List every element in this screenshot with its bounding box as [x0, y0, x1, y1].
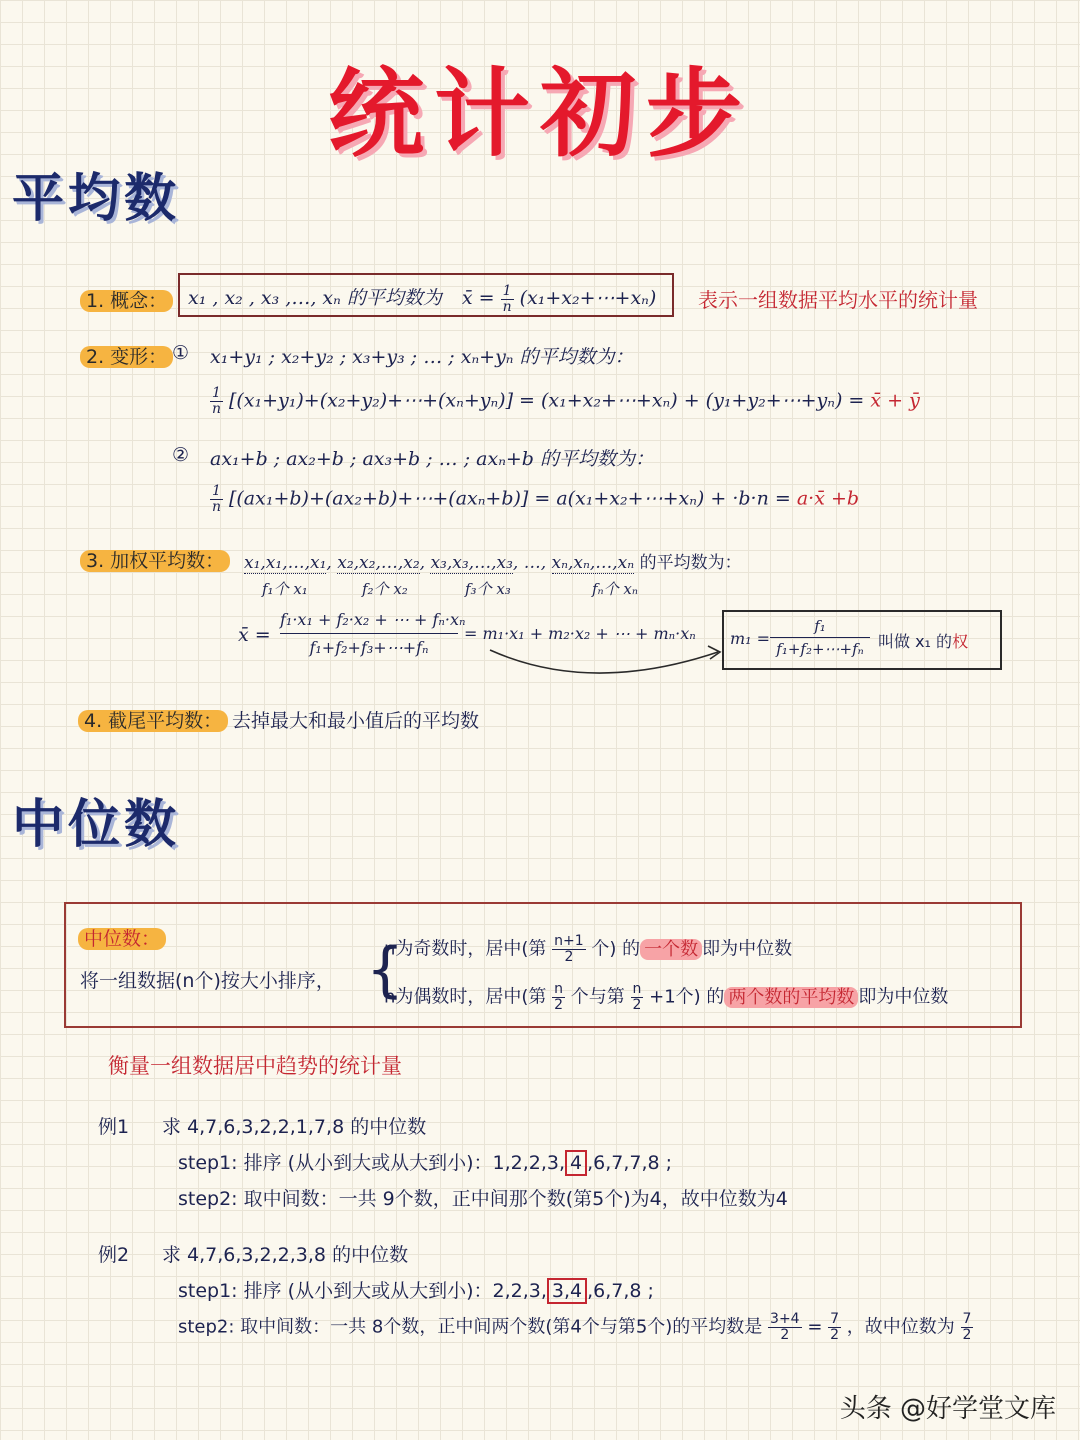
trimmed-label: 4. 截尾平均数： [78, 706, 228, 733]
weighted-fraction: f₁·x₁ + f₂·x₂ + ⋯ + fₙ·xₙ f₁+f₂+f₃+⋯+fₙ [280, 610, 466, 657]
median-label: 中位数： [78, 924, 166, 951]
concept-formula: x₁ , x₂ , x₃ ,…, xₙ 的平均数为 x̄ = $\frac{1}{n}$ (x₁+x₂+⋯+xₙ) [188, 282, 657, 315]
transform-label: 2. 变形： [80, 342, 173, 369]
example2-question: 求 4,7,6,3,2,2,3,8 的中位数 [162, 1244, 409, 1266]
weighted-count-2: f₂个 x₂ [362, 580, 408, 598]
transform-item2-marker: ② [172, 444, 190, 466]
median-definition-box [64, 902, 1022, 1028]
weight-definition-box: m₁ = f₁ f₁+f₂+⋯+fₙ 叫做 x₁ 的权 [722, 610, 1002, 670]
weighted-label: 3. 加权平均数： [80, 546, 230, 573]
weighted-count-n: fₙ个 xₙ [592, 580, 638, 598]
example2-label: 例2 [98, 1244, 130, 1266]
arrow-to-weight [480, 640, 730, 690]
weighted-count-1: f₁个 x₁ [262, 580, 308, 598]
weighted-eq2: = m₁·x₁ + m₂·x₂ + ⋯ + mₙ·xₙ [464, 624, 696, 643]
brace: { [366, 935, 405, 1005]
watermark: 头条 @好学堂文库 [839, 1394, 1056, 1424]
weighted-xbar: x̄ = [238, 624, 271, 646]
weighted-groups: x₁,x₁,…,x₁, x₂,x₂,…,x₂, x₃,x₃,…,x₃, …, xₙ,xₙ,…,xₙ 的平均数为： [244, 553, 742, 573]
example1-step1: step1: 排序 (从小到大或从大到小)：1,2,2,3, 4 ,6,7,7,8 ; [178, 1152, 673, 1174]
transform-item1-line1: x₁+y₁ ; x₂+y₂ ; x₃+y₃ ; … ; xₙ+yₙ 的平均数为： [210, 346, 634, 368]
transform-item2-line2: $\frac{1}{n}$ [(ax₁+b)+(ax₂+b)+⋯+(axₙ+b)] = a(x₁+x₂+⋯+xₙ) + ·b·n = a·x̄ +b [211, 483, 860, 515]
trimmed-text: 去掉最大和最小值后的平均数 [232, 710, 480, 732]
transform-item1-marker: ① [172, 342, 190, 364]
concept-formula-box [178, 273, 674, 317]
concept-label: 1. 概念： [80, 286, 173, 313]
example1-question: 求 4,7,6,3,2,2,1,7,8 的中位数 [162, 1116, 427, 1138]
median-odd-rule: n为奇数时，居中(第 $\frac{n+1}{2}$ 个) 的 一个数 即为中位数 [384, 933, 793, 965]
example1-step2: step2: 取中间数：一共 9个数，正中间那个数(第5个)为4，故中位数为4 [178, 1188, 788, 1210]
section-heading-mean: 平均数 [12, 168, 181, 229]
example2-step1: step1: 排序 (从小到大或从大到小)：2,2,3, 3,4 ,6,7,8 ; [178, 1280, 654, 1302]
median-even-rule: n为偶数时，居中(第 $\frac{n}{2}$ 个与第 $\frac{n}{2}$ +1个) 的 两个数的平均数 即为中位数 [384, 981, 949, 1013]
median-lead: 将一组数据(n个)按大小排序， [80, 970, 335, 992]
concept-note: 表示一组数据平均水平的统计量 [698, 288, 978, 312]
example1-label: 例1 [98, 1116, 130, 1138]
transform-item2-line1: ax₁+b ; ax₂+b ; ax₃+b ; … ; axₙ+b 的平均数为： [210, 448, 655, 470]
median-measure: 衡量一组数据居中趋势的统计量 [108, 1054, 402, 1078]
section-heading-median: 中位数 [12, 794, 181, 855]
example2-step2: step2: 取中间数：一共 8个数，正中间两个数(第4个与第5个)的平均数是 $\frac{3+4}{2}$ = $\frac{7}{2}$ ，故中位数为 $\frac{7}{2}$ [178, 1311, 972, 1343]
weighted-count-3: f₃个 x₃ [465, 580, 511, 598]
weight-fraction: f₁ f₁+f₂+⋯+fₙ [770, 617, 870, 658]
transform-item1-line2: $\frac{1}{n}$ [(x₁+y₁)+(x₂+y₂)+⋯+(xₙ+yₙ)] = (x₁+x₂+⋯+xₙ) + (y₁+y₂+⋯+yₙ) = x̄ + ȳ [211, 385, 920, 417]
fraction: $\frac{1}{n}$ [502, 282, 512, 315]
page-title: 统计初步 [328, 57, 752, 170]
